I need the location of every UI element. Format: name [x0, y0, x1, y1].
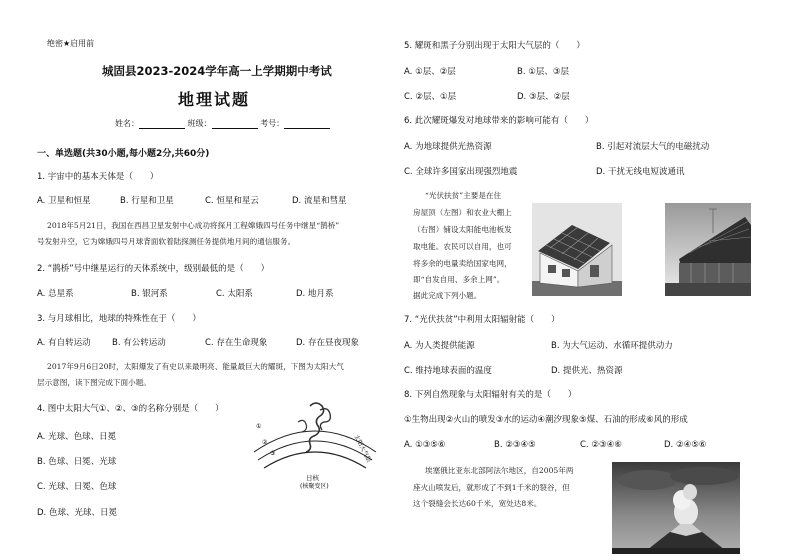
- q4-option-c[interactable]: C. 光球、日冕、色球: [37, 482, 117, 492]
- passage-4-line-2: 座火山喷发后，就形成了不到1千米的裂谷，但: [413, 483, 570, 492]
- solar-prominence-3: [298, 420, 307, 432]
- question-8-statements: ①生物出现②火山的喷发③水的运动④潮汐现象⑤煤、石油的形成⑥风的形成: [404, 415, 688, 425]
- q7-option-b[interactable]: B. 为大气运动、水循环提供动力: [551, 341, 673, 351]
- passage-3-line-5: 将多余的电量卖给国家电网，: [413, 259, 512, 268]
- q4-option-a[interactable]: A. 光球、色球、日冕: [37, 432, 117, 442]
- q8-option-c[interactable]: C. ②③④⑥: [580, 440, 622, 450]
- q6-option-c[interactable]: C. 全球许多国家出现强烈地震: [404, 167, 518, 177]
- question-4-stem: 4. 图中太阳大气①、②、③的名称分别是（ ）: [37, 404, 224, 414]
- passage-3-line-3: （右图）铺设太阳能电池板发: [413, 225, 512, 234]
- q6-option-b[interactable]: B. 引起对流层大气的电磁扰动: [596, 142, 710, 152]
- q5-option-c[interactable]: C. ②层、①层: [404, 92, 457, 102]
- marker-3: ③: [270, 450, 276, 457]
- q3-option-a[interactable]: A. 有自转运动: [37, 338, 91, 348]
- q4-option-b[interactable]: B. 色球、日冕、光球: [37, 457, 117, 467]
- subject-title: 地理试题: [178, 90, 251, 109]
- q8-option-b[interactable]: B. ②③④⑤: [494, 440, 536, 450]
- solar-roof-house-photo: [532, 203, 622, 296]
- passage-3-line-1: “光伏扶贫”主要是在住: [425, 191, 502, 200]
- q8-option-a[interactable]: A. ①③⑤⑥: [404, 440, 446, 450]
- passage-2-line-2: 层示意图，读下图完成下面小题。: [37, 378, 151, 387]
- atmosphere-label: 太阳大气层: [352, 433, 373, 464]
- question-1-stem: 1. 宇宙中的基本天体是（ ）: [37, 172, 159, 182]
- solar-house-svg: [532, 203, 622, 296]
- volcano-svg: [612, 462, 740, 554]
- q3-option-d[interactable]: D. 存在昼夜现象: [296, 338, 359, 348]
- passage-2-line-1: 2017年9月6日20时，太阳爆发了有史以来最明亮、能量最巨大的耀斑，下图为太阳大气: [47, 362, 344, 371]
- q3-option-c[interactable]: C. 存在生命现象: [205, 338, 268, 348]
- passage-3-line-6: 即“自发自用、多余上网”。: [413, 275, 505, 284]
- question-2-stem: 2. “鹊桥”号中继星运行的天体系统中，级别最低的是（ ）: [37, 264, 270, 274]
- q1-option-c[interactable]: C. 恒星和星云: [205, 196, 259, 206]
- inner-layer-arc: [264, 452, 366, 468]
- exam-title: 城固县2023-2024学年高一上学期期中考试: [102, 64, 332, 78]
- q1-option-b[interactable]: B. 行星和卫星: [120, 196, 174, 206]
- question-3-stem: 3. 与月球相比，地球的特殊性在于（ ）: [37, 314, 201, 324]
- q5-option-d[interactable]: D. ③层、②层: [517, 92, 570, 102]
- name-label: 姓名：: [115, 119, 139, 128]
- passage-3-line-7: 据此完成下列小题。: [413, 291, 482, 300]
- marker-2: ②: [262, 439, 268, 446]
- id-label: 考号：: [260, 119, 285, 128]
- passage-4-line-1: 埃塞俄比亚东北部阿法尔地区，自2005年两: [425, 466, 574, 475]
- student-info-row: [115, 118, 330, 129]
- passage-3-line-4: 取电能。农民可以自用，也可: [413, 242, 512, 251]
- q2-option-c[interactable]: C. 太阳系: [216, 289, 253, 299]
- question-7-stem: 7. “光伏扶贫”中利用太阳辐射能（ ）: [404, 315, 560, 325]
- volcano-eruption-photo: [612, 462, 740, 554]
- class-field[interactable]: [212, 120, 258, 129]
- q7-option-a[interactable]: A. 为人类提供能源: [404, 341, 475, 351]
- q4-option-d[interactable]: D. 色球、光球、日冕: [37, 508, 117, 518]
- core-sub-label: (核聚变区): [300, 483, 329, 490]
- greenhouse-svg: [665, 203, 751, 296]
- q1-option-d[interactable]: D. 流星和彗星: [292, 196, 347, 206]
- solar-greenhouse-photo: [665, 203, 751, 296]
- passage-3-line-2: 房屋顶（左图）和农业大棚上: [413, 208, 512, 217]
- class-label: 班级：: [187, 119, 212, 128]
- q6-option-a[interactable]: A. 为地球提供光热资源: [404, 142, 492, 152]
- q5-option-b[interactable]: B. ①层、③层: [517, 67, 569, 77]
- marker-1: ①: [256, 423, 262, 430]
- q1-option-a[interactable]: A. 卫星和恒星: [37, 196, 91, 206]
- question-6-stem: 6. 此次耀斑爆发对地球带来的影响可能有（ ）: [404, 116, 594, 126]
- core-label: 日核: [306, 474, 319, 482]
- name-field[interactable]: [139, 120, 185, 129]
- q5-option-a[interactable]: A. ①层、②层: [404, 67, 456, 77]
- question-8-stem: 8. 下列自然现象与太阳辐射有关的是（ ）: [404, 390, 577, 400]
- secret-mark: 绝密★启用前: [47, 39, 95, 48]
- passage-1-line-1: 2018年5月21日，我国在西昌卫星发射中心成功将探月工程嫦娥四号任务中继星“鹊桥”: [47, 221, 340, 230]
- passage-4-line-3: 这个裂缝会长达60千米，宽处达8米。: [413, 499, 542, 508]
- id-field[interactable]: [284, 120, 330, 129]
- question-5-stem: 5. 耀斑和黑子分别出现于太阳大气层的（ ）: [404, 41, 585, 51]
- sun-atmosphere-diagram: [250, 392, 380, 490]
- q2-option-a[interactable]: A. 总星系: [37, 289, 74, 299]
- q2-option-d[interactable]: D. 地月系: [296, 289, 334, 299]
- q7-option-c[interactable]: C. 维持地球表面的温度: [404, 366, 492, 376]
- q8-option-d[interactable]: D. ②④⑤⑥: [664, 440, 707, 450]
- solar-prominence-2: [320, 409, 330, 430]
- q7-option-d[interactable]: D. 提供光、热资源: [551, 366, 623, 376]
- q6-option-d[interactable]: D. 干扰无线电短波通讯: [596, 167, 685, 177]
- passage-1-line-2: 号发射升空，它为嫦娥四号月球背面软着陆探测任务提供地月间的通信服务。: [37, 237, 296, 246]
- q3-option-b[interactable]: B. 有公转运动: [112, 338, 166, 348]
- q2-option-b[interactable]: B. 银河系: [131, 289, 168, 299]
- section-title: 一、单选题(共30小题,每小题2分,共60分): [37, 149, 210, 159]
- sun-diagram-svg: [250, 392, 380, 490]
